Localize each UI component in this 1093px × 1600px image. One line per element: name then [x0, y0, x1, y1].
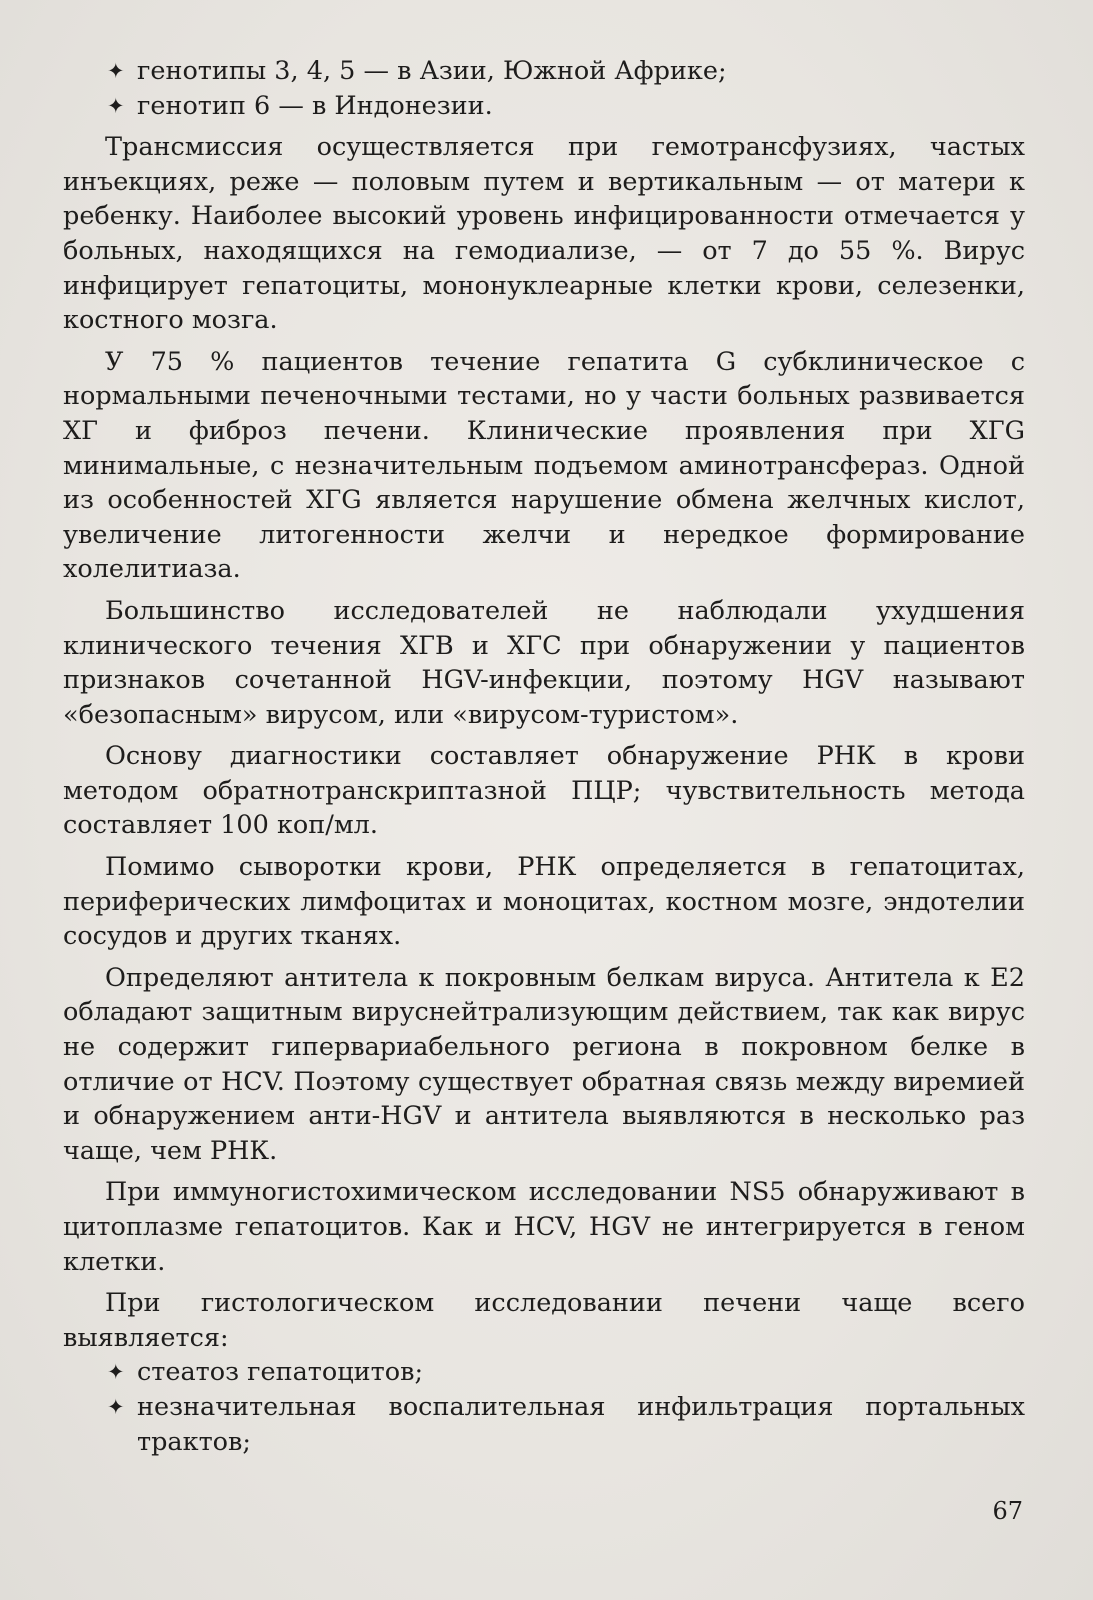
bullet-icon: ✦ [107, 1360, 125, 1385]
page-number: 67 [992, 1497, 1023, 1525]
paragraph-rna-tissues: Помимо сыворотки крови, РНК определяется в гепатоцитах, периферических лимфоцитах и моноцитах, костном мозге, эндотелии сосудов и других тканях. [63, 852, 1025, 952]
list-item-text: генотип 6 — в Индонезии. [137, 90, 493, 121]
bullet-icon: ✦ [107, 1394, 125, 1419]
list-item [63, 1390, 1025, 1459]
list-item [63, 54, 1025, 89]
list-item-text: генотипы 3, 4, 5 — в Азии, Южной Африке; [137, 56, 727, 86]
bullet-icon: ✦ [107, 59, 125, 83]
paragraph-researchers: Большинство исследователей не наблюдали ухудшения клинического течения ХГВ и ХГС при обнаружении у пациентов признаков сочетанной HGV-инфекции, поэтому HGV называют «безопасным» вирусом, или «вирусом-туристом». [63, 595, 1025, 730]
paragraph-histology: При гистологическом исследовании печени чаще всего выявляется: [63, 1288, 1025, 1353]
page-body [63, 54, 1025, 1459]
list-item [63, 89, 1025, 124]
list-item-text: стеатоз гепатоцитов; [137, 1357, 424, 1388]
paragraph-antibodies: Определяют антитела к покровным белкам вируса. Антитела к Е2 обладают защитным вируснейтрализующим действием, так как вирус не содержит гипервариабельного региона в покровном белке в отличие от HCV. Поэтому существует обратная связь между виремией и обнаружением анти-HGV и антитела выявляются в несколько раз чаще, чем РНК. [63, 962, 1025, 1166]
list-item [63, 1355, 1025, 1390]
bullet-icon: ✦ [107, 93, 125, 118]
paragraph-immunohistochemistry: При иммуногистохимическом исследовании NS5 обнаруживают в цитоплазме гепатоцитов. Как и HCV, HGV не интегрируется в геном клетки. [63, 1177, 1025, 1277]
paragraph-transmission: Трансмиссия осуществляется при гемотрансфузиях, частых инъекциях, реже — половым путем и вертикальным — от матери к ребенку. Наиболее высокий уровень инфицированности отмечается у больных, находящихся на гемодиализе, — от 7 до 55 %. Вирус инфицирует гепатоциты, мононуклеарные клетки крови, селезенки, костного мозга. [63, 132, 1025, 336]
paragraph-diagnostics: Основу диагностики составляет обнаружение РНК в крови методом обратнотранскриптазной ПЦР; чувствительность метода составляет 100 коп/мл. [63, 741, 1025, 841]
list-item-text: незначительная воспалительная инфильтрация портальных трактов; [137, 1391, 1025, 1457]
paragraph-clinical: У 75 % пациентов течение гепатита G субклиническое с нормальными печеночными тестами, но у части больных развивается ХГ и фиброз печени. Клинические проявления при ХГG минимальные, с незначительным подъемом аминотрансфераз. Одной из особенностей ХГG является нарушение обмена желчных кислот, увеличение литогенности желчи и нередкое формирование холелитиаза. [63, 346, 1025, 585]
